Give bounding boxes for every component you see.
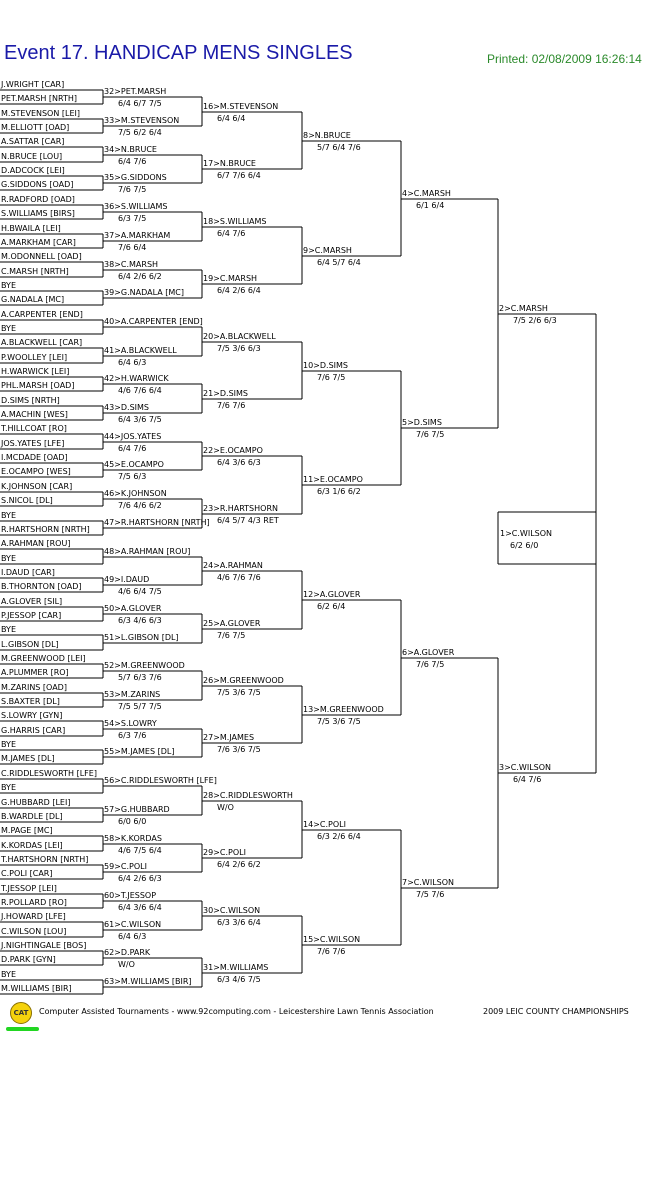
player-name: A.MARKHAM [CAR] xyxy=(1,238,76,247)
match-winner: 5>D.SIMS xyxy=(402,418,442,427)
match-score: 6/4 7/6 xyxy=(118,444,147,453)
player-name: N.BRUCE [LOU] xyxy=(1,152,63,161)
match-score: 4/6 7/5 6/4 xyxy=(118,846,162,855)
match-winner: 61>C.WILSON xyxy=(104,920,162,929)
match-score: 5/7 6/4 7/6 xyxy=(317,143,361,152)
match-score: 7/6 7/6 xyxy=(217,401,246,410)
match-score: 6/4 2/6 6/4 xyxy=(217,286,261,295)
match-score: 6/4 6/3 xyxy=(118,932,147,941)
player-name: G.HARRIS [CAR] xyxy=(1,726,66,735)
match-score: 6/4 2/6 6/2 xyxy=(118,272,162,281)
match-winner: 55>M.JAMES [DL] xyxy=(104,747,175,756)
match-winner: 23>R.HARTSHORN xyxy=(203,504,278,513)
match-winner: 2>C.MARSH xyxy=(499,304,548,313)
player-name: R.RADFORD [OAD] xyxy=(1,195,75,204)
player-name: I.DAUD [CAR] xyxy=(1,568,55,577)
match-score: 7/6 4/6 6/2 xyxy=(118,501,162,510)
match-winner: 15>C.WILSON xyxy=(303,935,361,944)
footer xyxy=(0,1000,661,1040)
player-name: J.NIGHTINGALE [BOS] xyxy=(1,941,87,950)
player-name: M.STEVENSON [LEI] xyxy=(1,109,80,118)
match-winner: 48>A.RAHMAN [ROU] xyxy=(104,547,191,556)
match-winner: 13>M.GREENWOOD xyxy=(303,705,384,714)
player-name: M.WILLIAMS [BIR] xyxy=(1,984,72,993)
match-score: 6/3 2/6 6/4 xyxy=(317,832,361,841)
match-score: 6/4 6/3 xyxy=(118,358,147,367)
match-score: 7/5 3/6 7/5 xyxy=(217,688,261,697)
player-name: A.BLACKWELL [CAR] xyxy=(1,338,83,347)
match-winner: 53>M.ZARINS xyxy=(104,690,161,699)
player-name: PHL.MARSH [OAD] xyxy=(1,381,75,390)
match-score: 6/4 3/6 7/5 xyxy=(118,415,162,424)
match-score: 7/6 6/4 xyxy=(118,243,147,252)
match-winner: 31>M.WILLIAMS xyxy=(203,963,269,972)
footer-championship: 2009 LEIC COUNTY CHAMPIONSHIPS xyxy=(483,1007,629,1016)
match-winner: 11>E.OCAMPO xyxy=(303,475,363,484)
match-winner: 8>N.BRUCE xyxy=(303,131,351,140)
match-winner: 49>I.DAUD xyxy=(104,575,150,584)
player-name: A.CARPENTER [END] xyxy=(1,310,83,319)
match-score: 6/4 7/6 xyxy=(513,775,542,784)
printed-timestamp: Printed: 02/08/2009 16:26:14 xyxy=(487,52,642,66)
player-name: H.WARWICK [LEI] xyxy=(1,367,70,376)
match-winner: 54>S.LOWRY xyxy=(104,719,157,728)
match-score: 6/4 3/6 6/3 xyxy=(217,458,261,467)
player-name: PET.MARSH [NRTH] xyxy=(1,94,78,103)
match-winner: 57>G.HUBBARD xyxy=(104,805,170,814)
match-winner: 50>A.GLOVER xyxy=(104,604,162,613)
match-winner: 42>H.WARWICK xyxy=(104,374,169,383)
player-name: S.LOWRY [GYN] xyxy=(1,711,63,720)
match-score: 6/3 4/6 6/3 xyxy=(118,616,162,625)
player-name: D.PARK [GYN] xyxy=(1,955,56,964)
match-winner: 9>C.MARSH xyxy=(303,246,352,255)
match-score: 7/5 3/6 6/3 xyxy=(217,344,261,353)
player-name: S.BAXTER [DL] xyxy=(1,697,60,706)
match-winner: 35>G.SIDDONS xyxy=(104,173,167,182)
player-name: C.POLI [CAR] xyxy=(1,869,53,878)
match-winner: 24>A.RAHMAN xyxy=(203,561,263,570)
match-score: 6/4 6/4 xyxy=(217,114,246,123)
match-score: 6/4 6/7 7/5 xyxy=(118,99,162,108)
match-score: 6/0 6/0 xyxy=(118,817,147,826)
player-name: A.RAHMAN [ROU] xyxy=(1,539,71,548)
player-name: A.MACHIN [WES] xyxy=(1,410,68,419)
match-score: 6/3 7/6 xyxy=(118,731,147,740)
champion: 1>C.WILSON xyxy=(500,529,553,538)
match-winner: 16>M.STEVENSON xyxy=(203,102,279,111)
match-winner: 7>C.WILSON xyxy=(402,878,455,887)
player-name: BYE xyxy=(1,554,16,563)
match-winner: 18>S.WILLIAMS xyxy=(203,217,267,226)
match-score: 6/3 7/5 xyxy=(118,214,147,223)
player-name: S.NICOL [DL] xyxy=(1,496,53,505)
match-winner: 12>A.GLOVER xyxy=(303,590,361,599)
match-winner: 22>E.OCAMPO xyxy=(203,446,263,455)
match-score: 6/1 6/4 xyxy=(416,201,445,210)
match-winner: 41>A.BLACKWELL xyxy=(104,346,177,355)
match-winner: 20>A.BLACKWELL xyxy=(203,332,276,341)
match-winner: 43>D.SIMS xyxy=(104,403,150,412)
match-winner: 37>A.MARKHAM xyxy=(104,231,171,240)
player-name: S.WILLIAMS [BIRS] xyxy=(1,209,75,218)
player-name: A.PLUMMER [RO] xyxy=(1,668,69,677)
player-name: C.MARSH [NRTH] xyxy=(1,267,69,276)
player-name: R.HARTSHORN [NRTH] xyxy=(1,525,90,534)
match-score: 7/5 6/3 xyxy=(118,472,147,481)
match-score: 6/3 4/6 7/5 xyxy=(217,975,261,984)
match-winner: 25>A.GLOVER xyxy=(203,619,261,628)
player-name: E.OCAMPO [WES] xyxy=(1,467,71,476)
match-score: 4/6 6/4 7/5 xyxy=(118,587,162,596)
match-score: 4/6 7/6 7/6 xyxy=(217,573,261,582)
player-name: M.PAGE [MC] xyxy=(1,826,53,835)
cat-logo: CAT xyxy=(10,1002,32,1024)
match-winner: 36>S.WILLIAMS xyxy=(104,202,168,211)
player-name: I.MCDADE [OAD] xyxy=(1,453,68,462)
match-score: 4/6 7/6 6/4 xyxy=(118,386,162,395)
player-name: M.JAMES [DL] xyxy=(1,754,55,763)
match-score: 7/6 7/5 xyxy=(217,631,246,640)
match-score: 7/6 7/6 xyxy=(317,947,346,956)
player-name: J.WRIGHT [CAR] xyxy=(1,80,65,89)
match-winner: 34>N.BRUCE xyxy=(104,145,157,154)
match-winner: 62>D.PARK xyxy=(104,948,151,957)
match-winner: 58>K.KORDAS xyxy=(104,834,162,843)
match-winner: 30>C.WILSON xyxy=(203,906,261,915)
player-name: C.WILSON [LOU] xyxy=(1,927,67,936)
match-score: 7/5 5/7 7/5 xyxy=(118,702,162,711)
match-winner: 38>C.MARSH xyxy=(104,260,159,269)
match-winner: 51>L.GIBSON [DL] xyxy=(104,633,179,642)
match-winner: 45>E.OCAMPO xyxy=(104,460,164,469)
player-name: J.HOWARD [LFE] xyxy=(1,912,66,921)
match-winner: 10>D.SIMS xyxy=(303,361,349,370)
match-winner: 44>JOS.YATES xyxy=(104,432,162,441)
player-name: P.WOOLLEY [LEI] xyxy=(1,353,68,362)
logo-underline xyxy=(6,1027,39,1031)
player-name: BYE xyxy=(1,740,16,749)
player-name: C.RIDDLESWORTH [LFE] xyxy=(1,769,97,778)
player-name: D.ADCOCK [LEI] xyxy=(1,166,65,175)
match-score: 5/7 6/3 7/6 xyxy=(118,673,162,682)
match-score: 7/5 2/6 6/3 xyxy=(513,316,557,325)
player-name: B.WARDLE [DL] xyxy=(1,812,63,821)
player-name: A.SATTAR [CAR] xyxy=(1,137,65,146)
player-name: G.HUBBARD [LEI] xyxy=(1,798,71,807)
match-score: 7/5 6/2 6/4 xyxy=(118,128,162,137)
player-name: BYE xyxy=(1,625,16,634)
match-winner: 3>C.WILSON xyxy=(499,763,552,772)
match-winner: 33>M.STEVENSON xyxy=(104,116,180,125)
match-score: 6/4 3/6 6/4 xyxy=(118,903,162,912)
match-winner: 14>C.POLI xyxy=(303,820,346,829)
player-name: T.HILLCOAT [RO] xyxy=(1,424,67,433)
match-winner: 19>C.MARSH xyxy=(203,274,258,283)
match-winner: 63>M.WILLIAMS [BIR] xyxy=(104,977,192,986)
match-winner: 56>C.RIDDLESWORTH [LFE] xyxy=(104,776,217,785)
match-winner: 29>C.POLI xyxy=(203,848,246,857)
final-score: 6/2 6/0 xyxy=(510,541,539,550)
player-name: BYE xyxy=(1,324,16,333)
player-name: T.HARTSHORN [NRTH] xyxy=(1,855,89,864)
match-winner: 4>C.MARSH xyxy=(402,189,451,198)
match-winner: 21>D.SIMS xyxy=(203,389,249,398)
match-score: 6/4 7/6 xyxy=(118,157,147,166)
match-score: 6/4 2/6 6/3 xyxy=(118,874,162,883)
match-winner: 32>PET.MARSH xyxy=(104,87,167,96)
match-winner: 40>A.CARPENTER [END] xyxy=(104,317,203,326)
match-winner: 46>K.JOHNSON xyxy=(104,489,167,498)
player-name: B.THORNTON [OAD] xyxy=(1,582,82,591)
player-name: T.JESSOP [LEI] xyxy=(1,884,57,893)
match-score: 7/6 7/5 xyxy=(317,373,346,382)
player-name: BYE xyxy=(1,970,16,979)
match-winner: 26>M.GREENWOOD xyxy=(203,676,284,685)
page-title: Event 17. HANDICAP MENS SINGLES xyxy=(4,42,353,64)
player-name: P.JESSOP [CAR] xyxy=(1,611,62,620)
player-name: BYE xyxy=(1,281,16,290)
player-name: M.ZARINS [OAD] xyxy=(1,683,67,692)
match-winner: 60>T.JESSOP xyxy=(104,891,157,900)
player-name: M.GREENWOOD [LEI] xyxy=(1,654,86,663)
match-score: 7/5 7/6 xyxy=(416,890,445,899)
match-winner: 59>C.POLI xyxy=(104,862,147,871)
match-score: 7/6 3/6 7/5 xyxy=(217,745,261,754)
match-score: 7/6 7/5 xyxy=(416,660,445,669)
match-score: 6/3 1/6 6/2 xyxy=(317,487,361,496)
match-winner: 52>M.GREENWOOD xyxy=(104,661,185,670)
player-name: K.KORDAS [LEI] xyxy=(1,841,63,850)
match-score: 6/2 6/4 xyxy=(317,602,346,611)
player-name: G.SIDDONS [OAD] xyxy=(1,180,74,189)
match-winner: 17>N.BRUCE xyxy=(203,159,256,168)
player-name: K.JOHNSON [CAR] xyxy=(1,482,73,491)
match-score: 6/7 7/6 6/4 xyxy=(217,171,261,180)
match-score: 6/4 2/6 6/2 xyxy=(217,860,261,869)
player-name: D.SIMS [NRTH] xyxy=(1,396,60,405)
player-name: L.GIBSON [DL] xyxy=(1,640,59,649)
match-winner: 39>G.NADALA [MC] xyxy=(104,288,184,297)
footer-credit: Computer Assisted Tournaments - www.92computing.com - Leicestershire Lawn Tennis Association xyxy=(39,1007,434,1016)
player-name: BYE xyxy=(1,511,16,520)
player-name: BYE xyxy=(1,783,16,792)
match-score: 6/4 5/7 4/3 RET xyxy=(217,516,279,525)
match-score: 7/5 3/6 7/5 xyxy=(317,717,361,726)
match-score: 6/4 5/7 6/4 xyxy=(317,258,361,267)
match-score: W/O xyxy=(217,803,234,812)
match-score: 7/6 7/5 xyxy=(118,185,147,194)
player-name: H.BWAILA [LEI] xyxy=(1,224,61,233)
match-winner: 6>A.GLOVER xyxy=(402,648,455,657)
match-winner: 27>M.JAMES xyxy=(203,733,255,742)
match-score: 6/3 3/6 6/4 xyxy=(217,918,261,927)
match-winner: 28>C.RIDDLESWORTH xyxy=(203,791,293,800)
player-name: R.POLLARD [RO] xyxy=(1,898,67,907)
match-score: 6/4 7/6 xyxy=(217,229,246,238)
player-name: A.GLOVER [SIL] xyxy=(1,597,63,606)
match-score: W/O xyxy=(118,960,135,969)
player-name: JOS.YATES [LFE] xyxy=(1,439,65,448)
player-name: G.NADALA [MC] xyxy=(1,295,65,304)
player-name: M.ELLIOTT [OAD] xyxy=(1,123,70,132)
match-score: 7/6 7/5 xyxy=(416,430,445,439)
player-name: M.ODONNELL [OAD] xyxy=(1,252,82,261)
match-winner: 47>R.HARTSHORN [NRTH] xyxy=(104,518,210,527)
